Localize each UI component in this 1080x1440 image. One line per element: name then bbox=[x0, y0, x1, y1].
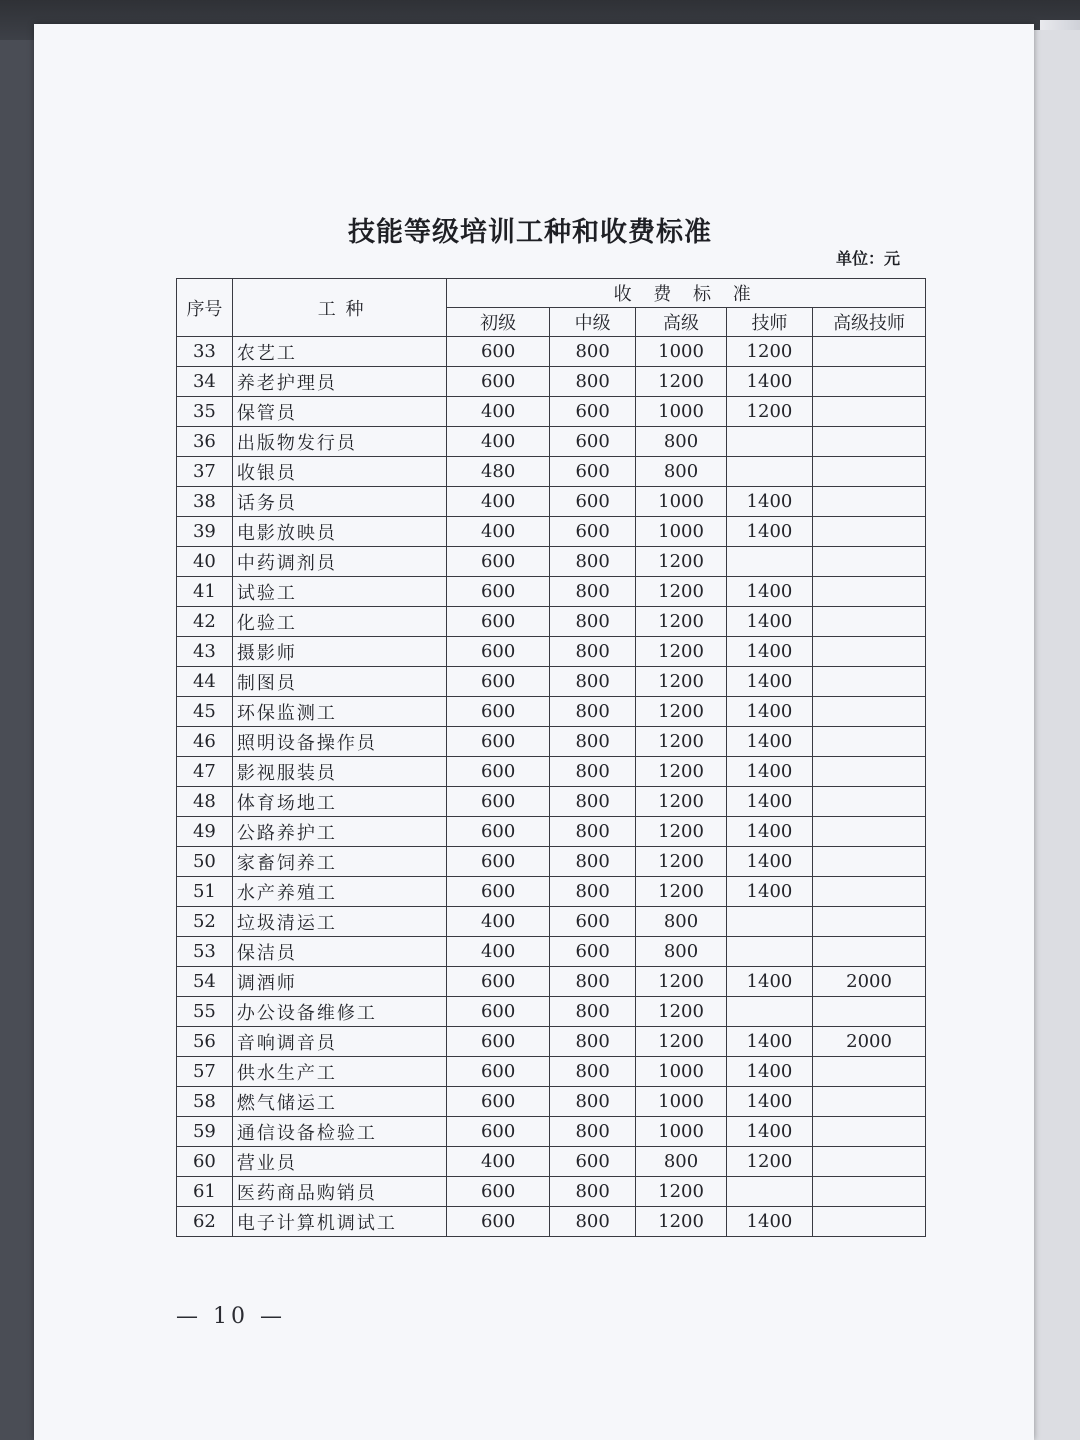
fee-senior: 1000 bbox=[636, 1057, 726, 1087]
fee-middle: 800 bbox=[549, 337, 635, 367]
row-number: 57 bbox=[177, 1057, 233, 1087]
fee-senior-technician bbox=[813, 757, 926, 787]
fee-junior: 600 bbox=[447, 547, 550, 577]
row-number: 47 bbox=[177, 757, 233, 787]
fee-junior: 600 bbox=[447, 697, 550, 727]
fee-senior: 800 bbox=[636, 457, 726, 487]
job-name: 保洁员 bbox=[232, 937, 446, 967]
fee-middle: 800 bbox=[549, 847, 635, 877]
fee-middle: 800 bbox=[549, 697, 635, 727]
fee-senior-technician bbox=[813, 877, 926, 907]
header-level-senior-technician: 高级技师 bbox=[813, 308, 926, 337]
fee-middle: 800 bbox=[549, 607, 635, 637]
header-level-senior: 高级 bbox=[636, 308, 726, 337]
fee-senior: 1200 bbox=[636, 547, 726, 577]
fee-senior: 800 bbox=[636, 427, 726, 457]
fee-senior: 1200 bbox=[636, 877, 726, 907]
job-name: 电影放映员 bbox=[232, 517, 446, 547]
fee-middle: 600 bbox=[549, 1147, 635, 1177]
table-row bbox=[177, 637, 926, 667]
job-name: 体育场地工 bbox=[232, 787, 446, 817]
table-row bbox=[177, 577, 926, 607]
fee-senior-technician bbox=[813, 997, 926, 1027]
fee-technician bbox=[726, 907, 812, 937]
fee-middle: 800 bbox=[549, 1027, 635, 1057]
fee-junior: 600 bbox=[447, 1177, 550, 1207]
fee-technician: 1400 bbox=[726, 787, 812, 817]
row-number: 38 bbox=[177, 487, 233, 517]
row-number: 48 bbox=[177, 787, 233, 817]
fee-middle: 800 bbox=[549, 1057, 635, 1087]
table-row bbox=[177, 1057, 926, 1087]
fee-technician: 1400 bbox=[726, 1027, 812, 1057]
row-number: 37 bbox=[177, 457, 233, 487]
row-number: 60 bbox=[177, 1147, 233, 1177]
fee-middle: 800 bbox=[549, 1087, 635, 1117]
fee-senior: 800 bbox=[636, 1147, 726, 1177]
fee-senior-technician bbox=[813, 607, 926, 637]
row-number: 53 bbox=[177, 937, 233, 967]
fee-junior: 480 bbox=[447, 457, 550, 487]
fee-middle: 800 bbox=[549, 877, 635, 907]
table-row bbox=[177, 667, 926, 697]
fee-senior-technician bbox=[813, 487, 926, 517]
fee-senior-technician bbox=[813, 847, 926, 877]
table-row bbox=[177, 427, 926, 457]
fee-senior: 1200 bbox=[636, 967, 726, 997]
row-number: 62 bbox=[177, 1207, 233, 1237]
fee-middle: 600 bbox=[549, 937, 635, 967]
job-name: 供水生产工 bbox=[232, 1057, 446, 1087]
fee-middle: 600 bbox=[549, 457, 635, 487]
table-row bbox=[177, 907, 926, 937]
fee-technician: 1400 bbox=[726, 817, 812, 847]
header-level-junior: 初级 bbox=[447, 308, 550, 337]
fee-junior: 600 bbox=[447, 1117, 550, 1147]
fee-middle: 600 bbox=[549, 517, 635, 547]
fee-technician: 1200 bbox=[726, 1147, 812, 1177]
fee-senior-technician: 2000 bbox=[813, 967, 926, 997]
job-name: 音响调音员 bbox=[232, 1027, 446, 1057]
table-row bbox=[177, 1027, 926, 1057]
fee-middle: 800 bbox=[549, 547, 635, 577]
fee-junior: 400 bbox=[447, 517, 550, 547]
row-number: 54 bbox=[177, 967, 233, 997]
job-name: 摄影师 bbox=[232, 637, 446, 667]
fee-middle: 800 bbox=[549, 367, 635, 397]
job-name: 垃圾清运工 bbox=[232, 907, 446, 937]
fee-junior: 600 bbox=[447, 1087, 550, 1117]
fee-senior: 1200 bbox=[636, 1207, 726, 1237]
job-name: 收银员 bbox=[232, 457, 446, 487]
fee-senior-technician bbox=[813, 907, 926, 937]
job-name: 燃气储运工 bbox=[232, 1087, 446, 1117]
row-number: 58 bbox=[177, 1087, 233, 1117]
table-row bbox=[177, 457, 926, 487]
fee-technician: 1400 bbox=[726, 367, 812, 397]
job-name: 试验工 bbox=[232, 577, 446, 607]
job-name: 影视服装员 bbox=[232, 757, 446, 787]
fee-senior: 1200 bbox=[636, 1027, 726, 1057]
job-name: 制图员 bbox=[232, 667, 446, 697]
row-number: 39 bbox=[177, 517, 233, 547]
fee-senior: 1000 bbox=[636, 487, 726, 517]
fee-middle: 800 bbox=[549, 817, 635, 847]
job-name: 农艺工 bbox=[232, 337, 446, 367]
fee-technician: 1400 bbox=[726, 847, 812, 877]
fee-senior: 1000 bbox=[636, 1087, 726, 1117]
fee-senior: 1200 bbox=[636, 1177, 726, 1207]
table-row bbox=[177, 847, 926, 877]
fee-technician bbox=[726, 997, 812, 1027]
fee-senior: 800 bbox=[636, 907, 726, 937]
row-number: 35 bbox=[177, 397, 233, 427]
job-name: 医药商品购销员 bbox=[232, 1177, 446, 1207]
fee-senior-technician bbox=[813, 1207, 926, 1237]
fee-junior: 600 bbox=[447, 727, 550, 757]
row-number: 34 bbox=[177, 367, 233, 397]
job-name: 中药调剂员 bbox=[232, 547, 446, 577]
fee-junior: 600 bbox=[447, 637, 550, 667]
fee-senior: 1200 bbox=[636, 367, 726, 397]
fee-senior: 1000 bbox=[636, 1117, 726, 1147]
fee-senior-technician bbox=[813, 817, 926, 847]
page-number: — 10 — bbox=[176, 1304, 286, 1329]
table-row bbox=[177, 1147, 926, 1177]
fee-junior: 600 bbox=[447, 667, 550, 697]
fee-technician bbox=[726, 457, 812, 487]
fee-senior: 1200 bbox=[636, 577, 726, 607]
fee-senior-technician bbox=[813, 1087, 926, 1117]
row-number: 43 bbox=[177, 637, 233, 667]
fee-middle: 800 bbox=[549, 1117, 635, 1147]
fee-senior-technician bbox=[813, 667, 926, 697]
fee-technician: 1400 bbox=[726, 697, 812, 727]
job-name: 化验工 bbox=[232, 607, 446, 637]
job-name: 公路养护工 bbox=[232, 817, 446, 847]
header-level-technician: 技师 bbox=[726, 308, 812, 337]
fee-junior: 600 bbox=[447, 1207, 550, 1237]
fee-middle: 800 bbox=[549, 1177, 635, 1207]
row-number: 52 bbox=[177, 907, 233, 937]
fee-senior: 1200 bbox=[636, 637, 726, 667]
table-row bbox=[177, 727, 926, 757]
job-name: 水产养殖工 bbox=[232, 877, 446, 907]
fee-senior-technician bbox=[813, 937, 926, 967]
fee-technician bbox=[726, 937, 812, 967]
fee-senior: 1200 bbox=[636, 787, 726, 817]
fee-middle: 800 bbox=[549, 727, 635, 757]
fee-technician: 1400 bbox=[726, 877, 812, 907]
fee-senior-technician bbox=[813, 1147, 926, 1177]
table-row bbox=[177, 997, 926, 1027]
row-number: 56 bbox=[177, 1027, 233, 1057]
header-level-middle: 中级 bbox=[549, 308, 635, 337]
fee-junior: 600 bbox=[447, 817, 550, 847]
fee-middle: 600 bbox=[549, 397, 635, 427]
job-name: 养老护理员 bbox=[232, 367, 446, 397]
fee-junior: 600 bbox=[447, 787, 550, 817]
fee-junior: 600 bbox=[447, 997, 550, 1027]
fee-junior: 600 bbox=[447, 1057, 550, 1087]
fee-senior-technician bbox=[813, 397, 926, 427]
fee-technician: 1400 bbox=[726, 1207, 812, 1237]
fee-junior: 600 bbox=[447, 967, 550, 997]
fee-technician: 1200 bbox=[726, 397, 812, 427]
fee-senior-technician bbox=[813, 457, 926, 487]
fee-senior: 1000 bbox=[636, 337, 726, 367]
fee-senior-technician bbox=[813, 1057, 926, 1087]
fee-junior: 600 bbox=[447, 1027, 550, 1057]
table-row bbox=[177, 367, 926, 397]
table-row bbox=[177, 697, 926, 727]
job-name: 环保监测工 bbox=[232, 697, 446, 727]
fee-junior: 600 bbox=[447, 367, 550, 397]
job-name: 照明设备操作员 bbox=[232, 727, 446, 757]
job-name: 话务员 bbox=[232, 487, 446, 517]
fee-table-body bbox=[177, 337, 926, 1237]
fee-technician: 1400 bbox=[726, 577, 812, 607]
fee-senior-technician bbox=[813, 727, 926, 757]
fee-junior: 400 bbox=[447, 1147, 550, 1177]
fee-middle: 600 bbox=[549, 427, 635, 457]
fee-middle: 800 bbox=[549, 787, 635, 817]
row-number: 59 bbox=[177, 1117, 233, 1147]
table-row bbox=[177, 1087, 926, 1117]
table-row bbox=[177, 547, 926, 577]
fee-senior: 1200 bbox=[636, 667, 726, 697]
row-number: 49 bbox=[177, 817, 233, 847]
fee-senior-technician bbox=[813, 427, 926, 457]
fee-junior: 600 bbox=[447, 337, 550, 367]
fee-middle: 600 bbox=[549, 907, 635, 937]
row-number: 46 bbox=[177, 727, 233, 757]
fee-middle: 800 bbox=[549, 1207, 635, 1237]
fee-technician: 1400 bbox=[726, 757, 812, 787]
fee-technician: 1400 bbox=[726, 487, 812, 517]
row-number: 61 bbox=[177, 1177, 233, 1207]
row-number: 45 bbox=[177, 697, 233, 727]
row-number: 33 bbox=[177, 337, 233, 367]
job-name: 家畜饲养工 bbox=[232, 847, 446, 877]
fee-technician: 1400 bbox=[726, 607, 812, 637]
fee-middle: 800 bbox=[549, 757, 635, 787]
header-fee-group: 收 费 标 准 bbox=[447, 279, 926, 308]
fee-technician bbox=[726, 1177, 812, 1207]
row-number: 50 bbox=[177, 847, 233, 877]
fee-technician: 1400 bbox=[726, 667, 812, 697]
fee-junior: 600 bbox=[447, 607, 550, 637]
job-name: 营业员 bbox=[232, 1147, 446, 1177]
fee-senior: 1200 bbox=[636, 757, 726, 787]
fee-senior: 1000 bbox=[636, 397, 726, 427]
fee-middle: 800 bbox=[549, 667, 635, 697]
fee-technician: 1400 bbox=[726, 637, 812, 667]
fee-senior: 1200 bbox=[636, 817, 726, 847]
fee-middle: 800 bbox=[549, 967, 635, 997]
table-row bbox=[177, 1117, 926, 1147]
fee-technician: 1400 bbox=[726, 1087, 812, 1117]
fee-senior: 1200 bbox=[636, 607, 726, 637]
fee-junior: 400 bbox=[447, 907, 550, 937]
table-row bbox=[177, 487, 926, 517]
table-row bbox=[177, 817, 926, 847]
table-row bbox=[177, 607, 926, 637]
table-row bbox=[177, 967, 926, 997]
table-row bbox=[177, 517, 926, 547]
fee-senior-technician bbox=[813, 337, 926, 367]
row-number: 36 bbox=[177, 427, 233, 457]
fee-senior-technician bbox=[813, 517, 926, 547]
job-name: 调酒师 bbox=[232, 967, 446, 997]
fee-middle: 800 bbox=[549, 577, 635, 607]
fee-middle: 600 bbox=[549, 487, 635, 517]
fee-technician: 1400 bbox=[726, 517, 812, 547]
job-name: 通信设备检验工 bbox=[232, 1117, 446, 1147]
table-row bbox=[177, 1207, 926, 1237]
fee-senior-technician: 2000 bbox=[813, 1027, 926, 1057]
fee-technician: 1200 bbox=[726, 337, 812, 367]
table-row bbox=[177, 937, 926, 967]
fee-technician bbox=[726, 547, 812, 577]
fee-junior: 600 bbox=[447, 847, 550, 877]
fee-middle: 800 bbox=[549, 637, 635, 667]
job-name: 办公设备维修工 bbox=[232, 997, 446, 1027]
row-number: 42 bbox=[177, 607, 233, 637]
table-row bbox=[177, 877, 926, 907]
job-name: 出版物发行员 bbox=[232, 427, 446, 457]
fee-senior-technician bbox=[813, 787, 926, 817]
fee-junior: 400 bbox=[447, 397, 550, 427]
fee-senior-technician bbox=[813, 637, 926, 667]
fee-junior: 600 bbox=[447, 757, 550, 787]
table-row bbox=[177, 1177, 926, 1207]
fee-technician bbox=[726, 427, 812, 457]
fee-senior-technician bbox=[813, 697, 926, 727]
fee-technician: 1400 bbox=[726, 727, 812, 757]
header-no: 序号 bbox=[177, 279, 233, 337]
fee-junior: 400 bbox=[447, 427, 550, 457]
fee-senior: 1000 bbox=[636, 517, 726, 547]
fee-senior-technician bbox=[813, 547, 926, 577]
fee-junior: 400 bbox=[447, 487, 550, 517]
table-row bbox=[177, 337, 926, 367]
fee-technician: 1400 bbox=[726, 967, 812, 997]
row-number: 51 bbox=[177, 877, 233, 907]
row-number: 44 bbox=[177, 667, 233, 697]
fee-senior-technician bbox=[813, 1177, 926, 1207]
fee-senior: 1200 bbox=[636, 697, 726, 727]
fee-technician: 1400 bbox=[726, 1117, 812, 1147]
fee-senior: 800 bbox=[636, 937, 726, 967]
fee-middle: 800 bbox=[549, 997, 635, 1027]
fee-junior: 400 bbox=[447, 937, 550, 967]
fee-junior: 600 bbox=[447, 877, 550, 907]
header-job: 工 种 bbox=[232, 279, 446, 337]
table-row bbox=[177, 397, 926, 427]
fee-junior: 600 bbox=[447, 577, 550, 607]
fee-technician: 1400 bbox=[726, 1057, 812, 1087]
fee-senior: 1200 bbox=[636, 847, 726, 877]
fee-senior: 1200 bbox=[636, 997, 726, 1027]
table-row bbox=[177, 787, 926, 817]
fee-senior-technician bbox=[813, 1117, 926, 1147]
row-number: 55 bbox=[177, 997, 233, 1027]
row-number: 41 bbox=[177, 577, 233, 607]
table-row bbox=[177, 757, 926, 787]
row-number: 40 bbox=[177, 547, 233, 577]
job-name: 电子计算机调试工 bbox=[232, 1207, 446, 1237]
document-title: 技能等级培训工种和收费标准 bbox=[348, 217, 712, 248]
fee-senior-technician bbox=[813, 367, 926, 397]
fee-senior: 1200 bbox=[636, 727, 726, 757]
fee-senior-technician bbox=[813, 577, 926, 607]
job-name: 保管员 bbox=[232, 397, 446, 427]
fee-table bbox=[176, 278, 926, 1237]
unit-label: 单位：元 bbox=[835, 249, 900, 268]
